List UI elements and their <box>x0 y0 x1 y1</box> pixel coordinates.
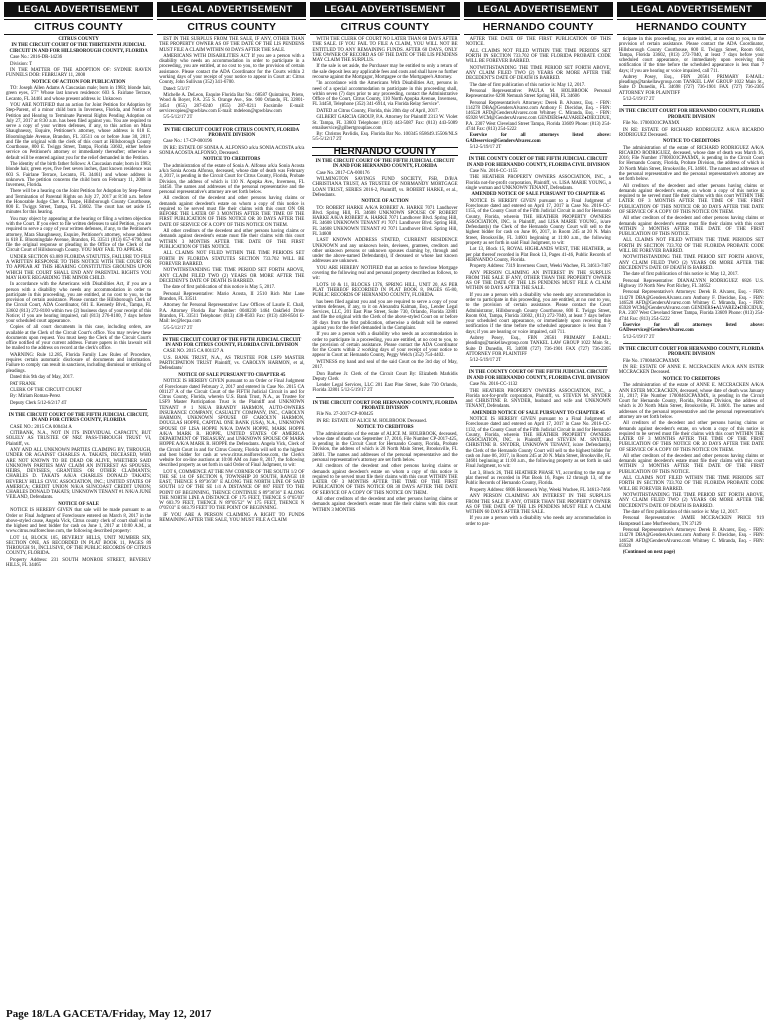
notice-heading: NOTICE OF ACTION FOR PUBLICATION <box>31 79 126 85</box>
notice-heading: IN THE CIRCUIT COURT OF THE FIFTH JUDICIAL CIRCUIT, IN AND FOR CITRUS COUNTY, FLORIDA <box>8 413 149 424</box>
notice-paragraph: IN RE: ESTATE OF SONIA A. ALFONSO a/k/a SONIA ACOSTA a/k/a SONIA ACOSTA ALFONSO, Deceased. <box>159 145 305 156</box>
notice-heading: IN THE COUNTY COURT OF THE FIFTH JUDICIAL CIRCUIT IN AND FOR HERNANDO COUNTY, FLORIDA CIVIL DIVISION <box>466 370 610 381</box>
notice-paragraph: Dated this 9th day of May, 2017. <box>10 375 74 381</box>
notice-divider <box>623 105 760 106</box>
notice-paragraph: Lot 13, Block 15, ROYAL HIGHLANDS WEST, THE HEATHER, as per plat thereof recorded in Plat Book 13, Pages 41-46, Public Records of HERNANDO County, Florida. <box>465 247 611 263</box>
column-4 <box>464 2 613 1004</box>
notice-heading: NOTICE TO CREDITORS <box>662 139 720 145</box>
county-heading: CITRUS COUNTY <box>310 19 459 35</box>
notice-paragraph: Personal Representative: DIANALYNN RODRIGUEZ 6826 U.S. Highway 19 North New Port Richey, FL 34652 <box>618 278 765 289</box>
notice-paragraph: All creditors of the decedent and other persons having claims or demands against decedent's estate on whom a copy of this notice is required to be served must file their claims with this court ON OR BEFORE THE LATER OF 3 MONTHS AFTER THE TIME OF THE FIRST PUBLICATION OF THIS NOTICE OR 30 DAYS AFTER THE DATE OF SERVICE OF A COPY OF THIS NOTICE ON THEM. <box>159 196 305 228</box>
notice-paragraph: If you are a person with a disability who needs any accommodation in order to par- <box>465 516 611 527</box>
notice-divider <box>470 366 607 367</box>
notice-paragraph: All other creditors of the decedent and other persons having claims or demands against decedent's estate must file their claims with this court WITHIN 3 MONTHS AFTER THE DATE OF THE FIRST PUBLICATION OF THIS NOTICE. <box>618 453 765 475</box>
notice-paragraph: 5/12-5/19/17 2T <box>622 334 655 340</box>
column-body <box>4 35 153 1004</box>
notice-paragraph: IN THE MATTER OF THE ADOPTION OF: SYDNIE RAVEN FUNNELS DOB: FEBRUARY 11, 2008 <box>6 68 152 79</box>
notice-heading: IN THE CIRCUIT COURT OF THE FIFTH JUDICIAL CIRCUIT IN AND FOR HERNANDO COUNTY, FLORIDA <box>315 158 455 170</box>
notice-paragraph: Personal Representative: Mario Acosta, II 2510 Rich Mar Lane Brandon, FL 33511 <box>159 291 305 302</box>
notice-paragraph: ALL CLAIMS NOT FILED WITHIN THE TIME PERIODS SET FORTH IN FLORIDA STATUTES SECTION 733.702 WILL BE FOREVER BARRED. <box>159 251 305 267</box>
notice-paragraph: Aubrey Posey, Esq., FBN 20561 PRIMARY E-MAIL: pleadings@tankellawgroup.com TANKEL LAW GROUP 1022 Main St., Suite D Dunedin, FL 34698 (727) 736-1901 FAX (727) 736-2305 ATTORNEY FOR PLAINTIFF <box>465 336 611 357</box>
notice-paragraph: IN RE: ESTATE OF RICHARD RODRIGUEZ A/K/A RICARDO RODRIGUEZ Deceased. <box>618 127 765 138</box>
notice-paragraph: If you are a person with a disability who needs an accommodation in order to participate in a proceeding, you are entitled, at no cost to you, to the provision of certain assistance. Please contact the ADA Coordinator for the Courts within 2 working days of your receipt of your notice to appear in Court at: Hernando County, Peggy Welch (352) 754-4402. <box>312 332 458 359</box>
page-footer: Page 18/LA GACETA/Friday, May 12, 2017 <box>6 1008 212 1020</box>
column-1 <box>4 2 153 1004</box>
notice-paragraph: THE HEATHER PROPERTY OWNERS ASSOCIATION, INC., a Florida not-for-profit corporation, Plaintiff, vs. LISA MARIE YOUNG, a single woman and UNKNOWN TENANT, Defendants. <box>465 175 611 191</box>
notice-paragraph: All creditors of the decedent and other persons having claims or demands against decedent's estate, on whom a copy of this notice is required to be served must file their claims with this court WITHIN THE LATER OF 3 MONTHS AFTER THE TIME OF THE FIRST PUBLICATION OF THIS NOTICE OR 30 DAYS AFTER THE DATE OF SERVICE OF A COPY OF THIS NOTICE ON THEM. <box>618 421 765 453</box>
notice-paragraph: PAT FRANK <box>10 381 36 387</box>
notice-paragraph: THE HEATHER PROPERTY OWNERS ASSOCIATION, INC., a Florida not-for-profit corporation, Plaintiff, vs. STEVEN M. SNYDER and CHRISTINE B. SNYDER, husband and wife and UNKNOWN TENANT, Defendants. <box>465 388 611 410</box>
notice-paragraph: The administration of the estate of RICHARD RODRIGUEZ A/K/A RICARDO RODRIGUEZ, deceased, whose date of death was March 16, 2016; File Number 17000301CPAXMX, is pending in the Circuit Court for Hernando County, Florida, Probate Division, the address of which is 20 North Main Street, Brooksville, FL 34601. The names and addresses of the personal representative and the personal representative's attorney are set forth below. <box>618 145 765 183</box>
notice-paragraph: has been filed against you and you are required to serve a copy of your written defenses, if any, to it on Alexandra Kalman, Esq., Lender Legal Services, LLC, 201 East Pine Street, Suite 730, Orlando, Florida 32801 and file the original with the Clerk of the above-styled Court on or before 30 days from the first publication, otherwise a default will be entered against you for the relief demanded in the Complaint. <box>312 299 458 331</box>
county-heading: HERNANDO COUNTY <box>312 147 457 156</box>
notice-heading: IN THE CIRCUIT COURT OF THE FIFTH JUDICIAL CIRCUIT IN AND FOR CITRUS COUNTY, FLORIDA CIVIL DIVISION <box>162 337 302 348</box>
notice-paragraph: The identity of the birth father follows: A Caucasian male; born in 1983; blonde hair, green eyes, five feet seven inches, (last known residence was 603 S. Fairlane Terrace, Lecanto, FL 34461) and whose address is unknown. The petition concerns the child born on February 11, 2008 in Inverness, Florida. <box>6 162 152 188</box>
notice-paragraph: NOTWITHSTANDING THE TIME PERIOD SET FORTH ABOVE, ANY CLAIM FILED TWO (2) YEARS OR MORE AFTER THE DECEDENT'S DATE OF DEATH IS BARRED. <box>159 268 305 284</box>
notice-paragraph: EST IN THE SURPLUS FROM THE SALE, IF ANY, OTHER THAN THE PROPERTY OWNER AS OF THE DATE OF THE LIS PENDENS MUST FILE A CLAIM WITHIN 60 DAYS AFTER THE SALE. <box>159 37 305 53</box>
notice-paragraph: 5/12-5/19/17 2T <box>469 145 502 151</box>
notice-paragraph: YOU ARE HEREBY NOTIFIED that an action to foreclose Mortgage covering the following real and personal property described as follows, to wit: <box>312 265 458 282</box>
notice-paragraph: Personal Representative: JAMIE MCCRACKEN PRICE 919 Hampstead Lane Murfreesboro, TN 37129 <box>618 516 765 527</box>
notice-heading: NOTICE TO CREDITORS <box>356 425 414 431</box>
notice-text-bold: (Continued on next page) <box>622 550 676 556</box>
county-heading: HERNANDO COUNTY <box>464 19 613 35</box>
notice-paragraph: CITIBANK, N.A., NOT IN ITS INDIVIDUAL CAPACITY, BUT SOLELY AS TRUSTEE OF NRZ PASS-THROUGH TRUST VI, Plaintiff, vs. <box>6 431 152 447</box>
notice-paragraph: The administration of the estate of ALICE M. HOLBROOK, deceased, whose date of death was September 17, 2016, File Number CP-2017-425, is pending in the Circuit Court for Hernando County, Florida, Probate Division, the address of which is 20 North Main Street, Brooksville, FL 34601. The names and addresses of the personal representative and the personal representative's attorney are set forth below. <box>312 431 458 463</box>
notice-heading: IN THE CIRCUIT COURT FOR HERNANDO COUNTY, FLORIDA PROBATE DIVISION <box>619 109 764 120</box>
notice-paragraph: NOTWITHSTANDING THE TIME PERIOD SET FORTH ABOVE, ANY CLAIM FILED TWO (2) YEARS OR MORE AFTER THE DECEDENT'S DATE OF DEATH IS BARRED. <box>618 255 765 271</box>
notice-heading: NOTICE OF SALE <box>58 501 99 507</box>
notice-heading: IN THE CIRCUIT COURT FOR CITRUS COUNTY, FLORIDA PROBATE DIVISION <box>164 127 300 138</box>
notice-paragraph: You may object by appearing at the hearing or filing a written objection with the Court. If you elect to file written defenses to said Petition, you are required to serve a copy of your written defenses, if any, to the Petitioner's attorney, Mara Shaughnessy, Esquire, Petitioner's attorney, whose address is 618 E. Bloomingdale Avenue, Brandon, FL 33511 (813) 657-6790, and file the original response or pleading in the Office of the Clerk of the Circuit Court of Hillsborough County. YOU MAY FAIL TO APPEAR. <box>6 216 152 254</box>
column-body <box>617 35 766 1004</box>
notice-paragraph: CASE NO. 2015 CA 001127 A <box>163 349 224 355</box>
notice-paragraph: "In accordance with the Americans With Disabilities Act, persons in need of a special accommodation to participate in this proceeding shall, within seven (7) days prior to any proceeding, contact the Administrative Office of the Court, Citrus County, 110 North Apopka Avenue, Inverness, FL 34450, Telephone (352) 341-6914, via Florida Relay Service". <box>312 81 458 108</box>
notice-paragraph: CASE NO.: 2015 CA 000434 A <box>10 424 72 430</box>
column-2 <box>157 2 306 1004</box>
notice-paragraph: The administration of the estate of Sonia A. Alfonso a/k/a Sonia Acosta a/k/a Sonia Acosta Alfonso, deceased, whose date of death was February 4, 2017, is pending in the Circuit Court for Citrus County, Florida, Probate Division, the address of which is 110 N. Apopka Ave., Inverness, FL 34450. The names and addresses of the personal representative and the personal representative's attorney are set forth below. <box>159 163 305 195</box>
notice-heading: NOTICE OF SALE PURSUANT TO CHAPTER 45 <box>178 372 286 378</box>
notice-heading: NOTICE OF ACTION <box>361 199 409 205</box>
notice-paragraph: NOTICE IS HEREBY GIVEN pursuant to an Order or Final Judgment of Foreclosure dated February 2, 2017 and entered in Case No. 2015 CA 001127 A of the Circuit Court of the FIFTH Judicial Circuit in and for Citrus County, Florida, wherein U.S. Bank Trust, N.A., as Trustee for LSF9 Master Participation Trust is the Plaintiff and UNKNOWN TENANT # 1 N/K/A BRANDY HARMON, AUTO-OWNERS INSURANCE COMPANY, CASUALTY COMPANY, INC., CAROLYN HARMON, UNKNOWN SPOUSE OF CAROLYN HARMON, DOUGLAS HOPPE, CAPITAL ONE BANK (USA), N.A., UNKNOWN SPOUSE OF LISA HOPPE N/K/A DAWN HOPPE, MARK HOPPE A/K/A MARK R. HOPPE, UNITED STATES OF AMERICA DEPARTMENT OF TREASURY, and UNKNOWN SPOUSE OF MARK HOPPE A/K/A MARK R. HOPPE the Defendants. Angela Vick, Clerk of the Circuit Court in and for Citrus County, Florida will sell to the highest and best bidder for cash at www.citrus.realforeclose.com, the Clerk's website for on-line auctions at 10:00 AM on June 8, 2017, the following described property as set forth in said Order of Final Judgment, to wit: <box>159 379 305 469</box>
notice-paragraph: 5/12-5/19/17 2T <box>469 358 502 364</box>
notice-paragraph: ALL CLAIMS NOT FILED WITHIN THE TIME PERIODS SET FORTH IN SECTION 733.702 OF THE FLORIDA PROBATE CODE WILL BE FOREVER BARRED. <box>465 48 611 65</box>
notice-paragraph: DATED at Citrus County, Florida, this 20th day of April, 2017. <box>316 108 439 114</box>
notice-paragraph: CLERK OF THE CIRCUIT COURT <box>10 387 82 393</box>
notice-paragraph: TO: ROBERT HARKE A/K/A ROBERT A. HARKE 7071 Landhover Blvd. Spring Hill, FL 34608 UNKNOWN SPOUSE OF ROBERT HARKE A/K/A ROBERT A. HARKE 7071 Landhover Blvd. Spring Hill, FL 34608 UNKNOWN TENANT #1 7071 Landhover Blvd. Spring Hill, FL 34608 UNKNOWN TENANT #2 7071 Landhover Blvd. Spring Hill, FL 34608 <box>312 205 458 237</box>
notice-paragraph: AFTER THE DATE OF THE FIRST PUBLICATION OF THIS NOTICE. <box>465 37 611 48</box>
notice-paragraph: ALL CLAIMS NOT FILED WITHIN THE TIME PERIODS SET FORTH IN SECTION 733.702 OF THE FLORIDA PROBATE CODE WILL BE FOREVER BARRED. <box>618 476 765 492</box>
notice-paragraph: ANY PERSON CLAIMING AN INTEREST IN THE SURPLUS FROM THE SALE IF ANY, OTHER THAN THE PROPERTY OWNER AS OF THE DATE OF THE LIS PENDENS MUST FILE A CLAIM WITHIN 60 DAYS AFTER THE SALE. <box>465 270 611 292</box>
notice-paragraph: Don Barbee Jr. Clerk of the Circuit Court By: Elizabeth Markidis Deputy Clerk <box>312 371 458 382</box>
notice-divider <box>163 124 300 125</box>
notice-paragraph: LAST KNOWN ADDRESS STATED, CURRENT RESIDENCE UNKNOWN and any unknown heirs, devisees, grantees, creditors and other unknown persons or unknown spouses claiming by, through and under the above-named Defendant(s), if deceased or whose last known addresses are unknown. <box>312 238 458 265</box>
notice-paragraph: LOT 14, BLOCK 105, BEVERLY HILLS, UNIT NUMBER SIX, SECTION ONE, AS RECORDED IN PLAT BOOK 11, PAGES 89 THROUGH 91, INCLUSIVE, OF THE PUBLIC RECORDS OF CITRUS COUNTY, FLORIDA. <box>6 535 152 557</box>
notice-heading: AMENDED NOTICE OF SALE PURSUANT TO CHAPTER 45 <box>471 192 605 198</box>
notice-paragraph: In accordance with the Americans with Disabilities Act, if you are a person with a disability who needs any accommodation in order to participate in this proceeding, you are entitled, at no cost to you, to the provision of certain assistance. Please contact the Hillsborough Clerk of the Circuit Court, ADA Coordinator, 601 E. Kennedy Blvd., Tampa, FL 33602 (813) 272-8100 within two (2) business days of your receipt of this Notice; if you are hearing impaired, call (813) 276-8100, 7 days before your scheduled court appearance. <box>6 282 152 324</box>
legal-advertisement-banner: LEGAL ADVERTISEMENT <box>157 2 306 17</box>
notice-paragraph: By: Christos Pavlidis, Esq. Florida Bar No. 100345 858649.15506/NLS 5/5-5/12/17 2T <box>312 132 458 143</box>
notice-paragraph: There will be a hearing on the Joint Petition for Adoption by Step-Parent and Termination of Parental Rights on July 27, 2017 at 8:30 a.m. before the Honorable Judge Chet A. Tharpe, Hillsborough County Courthouse, 800 E. Twiggs Street, Tampa, FL 33602. The court has set aside 15 minutes for this hearing. <box>6 189 152 216</box>
notice-paragraph: All other creditors of the decedent and other persons having claims or demands against decedent's estate must file their claims with this court WITHIN 3 MONTHS <box>312 497 458 513</box>
notice-paragraph: NOTWITHSTANDING THE TIME PERIOD SET FORTH ABOVE, ANY CLAIM FILED TWO (2) YEARS OR MORE AFTER THE DECEDENT'S DATE OF DEATH IS BARRED. <box>618 493 765 509</box>
notice-text-bold: Eservice for all attorneys listed above: GADeservice@GendersAlvarez.com <box>618 323 765 334</box>
county-heading: CITRUS COUNTY <box>4 19 153 35</box>
notice-paragraph: Case No. 2016-CC-1132 <box>469 382 518 388</box>
notice-paragraph: Lot 3, Block 26, THE HEATHER PHASE VI, according to the map or plat thereof as recorded in Plat Book 16, Pages 12 through 13, of the Public Records of Hernando County, Florida. <box>465 470 611 487</box>
notice-paragraph: Property Address: 6806 Horseneck Way, Weeki Wachee, FL 34613-7466 <box>469 487 611 493</box>
notice-paragraph: If the sale is set aside, the Purchaser may be entitled to only a return of the sale deposit less any applicable fees and costs and shall have no further recourse against the Mortgagor, Mortgagee or the Mortgagee's Attorney. <box>312 64 458 80</box>
county-heading: HERNANDO COUNTY <box>617 19 766 35</box>
notice-paragraph: Property Address: 7319 Inverness Court, Weeki Wachee, FL 34613-7467 <box>469 264 611 270</box>
notice-heading: IN THE CIRCUIT COURT FOR HERNANDO COUNTY, FLORIDA PROBATE DIVISION <box>312 400 458 411</box>
notice-paragraph: WILMINGTON SAVINGS FUND SOCIETY, FSB, D/B/A CHRISTIANA TRUST, AS TRUSTEE OF NORMANDY MORTGAGE LOAN TRUST, SERIES 2016-2, Plaintiff, vs. ROBERT HARKE, et al., Defendants. <box>312 177 458 198</box>
notice-paragraph: File No. 17000301CPAXMX <box>622 121 680 127</box>
legal-advertisement-banner: LEGAL ADVERTISEMENT <box>617 2 766 17</box>
column-body <box>157 35 306 1004</box>
notice-paragraph: Case No. 2016-CC-1155 <box>469 169 518 174</box>
notice-paragraph: NOTWITHSTANDING THE TIME PERIOD SET FORTH ABOVE, ANY CLAIM FILED TWO (2) YEARS OR MORE AFTER THE DECEDENT'S DATE OF DEATH IS BARRED. <box>465 65 611 82</box>
notice-paragraph: Case No.: 2016-DR-14236 <box>10 55 63 61</box>
notice-paragraph: LOT 6, COMMENCE AT THE NW CORNER OF THE SOUTH 1/2 OF THE SE 1/4 OF SECTION 6, TOWNSHIP 20 SOUTH, RANGE 18 EAST, THENCE S 89°36'36" E ALONG THE NORTH LINE OF SAID SOUTH 1/2 OF THE SE 1/4 A DISTANCE OF 887 FEET TO THE POINT OF BEGINNING, THENCE CONTINUE S 89°36'36" E ALONG THE NORTH LINE A DISTANCE OF 175 FEET, THENCE S 0°05'03" W 603.79 FEET, THENCE N 89°05'52" W 175 FEET, THENCE N 0°05'03" E 603.79 FEET TO THE POINT OF BEGINNING. <box>159 469 305 512</box>
notice-paragraph: WITNESS my hand and seal of the said Court on the 3rd day of May, 2017. <box>312 359 458 371</box>
notice-paragraph: Aubrey Posey, Esq., FBN 20561 PRIMARY E-MAIL: pleadings@tankellawgroup.com TANKEL LAW GROUP 1022 Main St., Suite D Dunedin, FL 34698 (727) 736-1901 FAX (727) 736-2305 ATTORNEY FOR PLAINTIFF <box>618 74 765 96</box>
notice-heading: IN THE COUNTY COURT OF THE FIFTH JUDICIAL CIRCUIT IN AND FOR HERNANDO COUNTY, FLORIDA CIVIL DIVISION <box>466 157 610 168</box>
notice-heading: NOTICE TO CREDITORS <box>203 157 261 163</box>
notice-divider <box>470 153 607 154</box>
notice-heading: CITRUS COUNTY <box>58 37 99 42</box>
notice-divider <box>316 397 453 398</box>
notice-paragraph: Dated: 5/3/17 <box>163 86 190 92</box>
notice-paragraph: The administration of the estate of ANNE E. MCCRACKEN A/K/A ANN ESTER MCCRACKEN, deceased, whose date of death was January 31, 2017; File Number 17000462CPAXMX, is pending in the Circuit Court for Hernando County, Florida, Probate Division, the address of which is 20 North Main Street, Brooksville, FL 34601. The names and addresses of the personal representative and the personal representative's attorney are set forth below. <box>618 383 765 420</box>
notice-paragraph: TO: Joseph Allen Adams A Caucasian male; born in 1983; blonde hair, green eyes, 5'7" Whose last known residence: 603 S. Fairlane Terrace, Lecanto, FL 34461 and whose present address is: Unknown <box>6 86 152 102</box>
newspaper-page <box>4 2 766 1004</box>
legal-advertisement-banner: LEGAL ADVERTISEMENT <box>310 2 459 17</box>
notice-paragraph: Division: T <box>10 61 33 67</box>
notice-paragraph: Property Address: 231 SOUTH MONROE STREET, BEVERLY HILLS, FL 34465 <box>6 557 152 569</box>
notice-paragraph: The date of first publication of this notice is May 5, 2017. <box>163 285 276 291</box>
notice-paragraph: U.S. BANK TRUST, N.A., AS TRUSTEE FOR LSF9 MASTER PARTICIPATION TRUST Plaintiff, vs. CAROLYN HARMON, et al, Defendants/ <box>159 355 305 372</box>
notice-paragraph: ANY PERSON CLAIMING AN INTEREST IN THE SURPLUS FROM THE SALE IF ANY, OTHER THAN THE PROPERTY OWNER AS OF THE DATE OF THE LIS PENDENS MUST FILE A CLAIM WITHIN 60 DAYS AFTER THE SALE. <box>465 494 611 515</box>
notice-paragraph: Lender Legal Services, LLC 201 East Pine Street, Suite 730 Orlando, Florida 32801 5/12-5/19/17 2T <box>312 383 458 394</box>
notice-paragraph: ALL CLAIMS NOT FILED WITHIN THE TIME PERIODS SET FORTH IN SECTION 733.702 OF THE FLORIDA PROBATE CODE WILL BE FOREVER BARRED. <box>618 238 765 254</box>
notice-paragraph: NOTICE IS HEREBY GIVEN that sale will be made pursuant to an Order or Final Judgment of Foreclosure entered on March 8, 2017 in the above-styled cause, Angela Vick, Citrus county clerk of court shall sell to the highest and best bidder for cash on June 1, 2017 at 10:00 A.M., at www.citrus.realforeclose.com, the following described property: <box>6 508 152 535</box>
notice-paragraph: 5/5-5/12/17 2T <box>163 115 193 121</box>
notice-paragraph: File No. 17000462CPAXMX <box>622 358 680 364</box>
column-body <box>464 35 613 1004</box>
notice-paragraph: All other creditors of the decedent and other persons having claims or demands against decedent's estate must file their claims with this court WITHIN 3 MONTHS AFTER THE DATE OF THE FIRST PUBLICATION OF THIS NOTICE. <box>618 216 765 237</box>
notice-paragraph: Personal Representative: PAULA M. HOLBROOK Personal Representative 6298 Nemnah Street Spring Hill, FL 34606 <box>465 89 611 100</box>
notice-paragraph: The date of first publication of this notice is: May 12, 2017. <box>622 272 739 278</box>
notice-paragraph: GILBERT GARCIA GROUP, P.A. Attorney for Plaintiff 2313 W. Violet St. Tampa, FL 33603 Telephone: (813) 443-5087 Fax: (813) 443-5089 emailservice@gilbertgrouplaw.com <box>312 115 458 131</box>
notice-paragraph: Michelle A. DeLeon, Esquire Florida Bar No.: 68587 Quintairos, Prieto, Wood & Boyer, P.A. 255 S. Orange Ave., Ste. 900 Orlando, FL 32801-3454 (855) 287-0240 (855) 287-0211 Facsimile E-mail: servicecopies@qpwblaw.com E-mail: mdeleon@qpwblaw.com <box>159 93 305 114</box>
notice-paragraph: Copies of all court documents in this case, including orders, are available at the Clerk of the Circuit Court's office. You may review these documents upon request. You must keep the Clerk of the Circuit Court's office notified of your current address. Future papers in this lawsuit will be mailed to the address on record at the clerk's office. <box>6 325 152 352</box>
notice-heading: IN THE CIRCUIT COURT FOR HERNANDO COUNTY, FLORIDA PROBATE DIVISION <box>619 347 764 358</box>
notice-paragraph: The date of first publication of this notice is: May 12, 2017. <box>622 510 739 515</box>
notice-paragraph: YOU ARE NOTIFIED that an action for Joint Petition for Adoption by Step-Parent, of a minor child born in Inverness, Florida, and Notice of Petition and Hearing to Terminate Parental Rights Pending Adoption on July 27, 2017 at 8:30 a.m. has been filed against you. You are required to serve a copy of your written defenses, if any, to this action on Mara Shaughnessy, Esquire, Petitioner's attorney, whose address is 618 E. Bloomingdale Avenue, Brandon, FL 33511 on or before June 30, 2017, and file the original with the clerk of this court at Hillsborough County Courthouse, 800 E. Twiggs Street, Tampa, Florida 33602, either before service on Petitioner's attorney or immediately thereafter; otherwise a default will be entered against you for the relief demanded in the Petition. <box>6 103 152 161</box>
column-3 <box>310 2 459 1004</box>
notice-paragraph: NOTICE IS HEREBY GIVEN pursuant to a Final Judgment of Foreclosure dated and entered on April 17, 2017 in Case No. 2016-CC-1155, of the County Court of the Fifth Judicial Circuit in and for Hernando County, Florida, wherein THE HEATHER PROPERTY OWNERS ASSOCIATION, INC. is Plaintiff, and LISA MARIE YOUNG, is/are Defendant(s) the Clerk of the Hernando County Court will sell to the highest bidder for cash on June 06, 2017, in Room 245 at 20 N. Main Street, Brooksville, FL 34601 beginning at 11:00 a.m., the following property as set forth in said Final Judgment, to wit: <box>465 198 611 246</box>
notice-paragraph: UNDER SECTION 63.089 FLORIDA STATUTES, FAILURE TO FILE A WRITTEN RESPONSE TO THIS NOTICE WITH THE COURT OR TO APPEAR AT THIS HEARING CONSTITUTES GROUNDS UPON WHICH THE COURT SHALL END ANY PARENTAL RIGHTS YOU MAY HAVE REGARDING THE MINOR CHILD. <box>6 254 152 281</box>
notice-paragraph: All creditors of the decedent and other persons having claims or demands against decedent's estate, on whom a copy of this notice is required to be served must file their claims with this court WITHIN THE LATER OF 3 MONTHS AFTER THE TIME OF THE FIRST PUBLICATION OF THIS NOTICE OR 30 DAYS AFTER THE DATE OF SERVICE OF A COPY OF THIS NOTICE ON THEM. <box>618 183 765 215</box>
notice-paragraph: Deputy Clerk 5/12-6/2/17 4T <box>10 400 67 406</box>
notice-paragraph: IN RE: ESTATE OF ALICE M. HOLBROOK Deceased. <box>316 418 428 424</box>
notice-paragraph: All other creditors of the decedent and other persons having claims or demands against decedent's estate must file their claims with this court WITHIN 3 MONTHS AFTER THE DATE OF THE FIRST PUBLICATION OF THIS NOTICE. <box>159 229 305 250</box>
notice-paragraph: Personal Representative's Attorneys: Derek B. Alvarez, Esq. - FBN: 114278 DBA@GendersAlvarez.com Anthony F. Diecidue, Esq. - FBN: 146528 AFD@GendersAlvarez.com Whitney C. Miranda, Esq. - FBN: 65928 WCM@GendersAlvarez.com GENDERS♦ALVAREZ♦DIECIDUE, P.A. 2307 West Cleveland Street Tampa, Florida 33609 Phone: (813) 254-4744 Fax: (813) 254-5222 <box>465 100 611 132</box>
notice-paragraph: AMERICANS WITH DISABILITIES ACT If you are a person with a disability who needs an accommodation in order to participate in a proceeding, you are entitled, at no cost to you, to the provision of certain assistance. Please contact the ADA Coordinator for the Courts within 2 working days of your receipt of your notice to appear in Court at: Citrus County, John Sullivan (352) 341-6700. <box>159 53 305 86</box>
notice-paragraph: IN RE: ESTATE OF ANNE E. MCCRACKEN A/K/A ANN ESTER MCCRACKEN Deceased. <box>618 365 765 376</box>
notice-paragraph: If you are a person with a disability who needs any accommodation in order to participate in this proceeding, you are entitled, at no cost to you, to the provision of certain assistance. Please contact the Court Administrator, Hillsborough County Courthouse, 800 E. Twiggs Street, Room 604, Tampa, Florida 33602, (813) 272-7040, at least 7 days before your scheduled court appearance, or immediately upon receiving this notification if the time before the scheduled appearance is less than 7 days; if you are hearing or voice impaired, call 711. <box>465 292 611 335</box>
notice-paragraph: Attorney for Personal Representative: Law Offices of Laurie E. Chall, P.A. Attorney Florida Bar Number: 0040230 1464 Oakfield Drive Brandon, FL 33511 Telephone: (813) 438-8503 Fax: (813) 438-8504 E-Mail: lec@lecpa.com <box>159 303 305 325</box>
notice-divider <box>163 334 300 335</box>
notice-paragraph: Case No.: 17-CP-000196 <box>163 139 213 145</box>
column-5 <box>617 2 766 1004</box>
column-body <box>310 35 459 1004</box>
notice-paragraph: ticipate in this proceeding, you are entitled, at no cost to you, to the provision of certain assistance. Please contact the ADA Coordinator, Hillsborough County Courthouse, 800 E. Twiggs Street, Room 604, Tampa, Florida 33602, (813) 272-7040, at least 7 days before your scheduled court appearance, or immediately upon receiving this notification if the time before the scheduled appearance is less than 7 days; if you are hearing or voice impaired, call 711. <box>618 37 765 74</box>
notice-paragraph: File No. 27-2017-CP-000425 <box>316 412 374 418</box>
notice-paragraph: 5/12-5/19/17 2T <box>622 97 655 103</box>
notice-text-bold: Eservice for all attorneys listed above: GADeservice@GendersAlvarez.com <box>465 133 611 144</box>
notice-paragraph: Personal Representative's Attorneys: Derek B. Alvarez, Esq. - FBN: 114278 DBA@GendersAlvarez.com Anthony F. Diecidue, Esq. - FBN: 146528 AFD@GendersAlvarez.com Whitney C. Miranda, Esq. - FBN: 65928 WCM@GendersAlvarez.com GENDERS♦ALVAREZ♦DIECIDUE, P.A. 2307 West Cleveland Street Tampa, Florida 33609 Phone: (813) 254-4744 Fax: (813) 254-5222 <box>618 290 765 322</box>
county-heading: CITRUS COUNTY <box>157 19 306 35</box>
notice-paragraph: WARNING: Rule 12.285, Florida Family Law Rules of Procedure, requires certain automatic disclosure of documents and information. Failure to comply can result in sanctions, including dismissal or striking of pleadings. <box>6 352 152 374</box>
notice-paragraph: Personal Representative's Attorneys: Derek B. Alvarez, Esq. - FBN: 114278 DBA@GendersAlvarez.com Anthony F. Diecidue, Esq. - FBN: 146528 AFD@GendersAlvarez.com Whitney C. Miranda, Esq. - FBN: 65928 <box>618 528 765 549</box>
notice-heading: AMENDED NOTICE OF SALE PURSUANT TO CHAPTER 45 <box>471 410 605 416</box>
legal-advertisement-banner: LEGAL ADVERTISEMENT <box>464 2 613 17</box>
notice-heading: IN THE CIRCUIT COURT OF THE THIRTEENTH JUDICIAL CIRCUIT IN AND FOR HILLSBOROUGH COUNTY, FLORIDA <box>9 43 148 54</box>
notice-paragraph: The date of first publication of this notice is: May 12, 2017. <box>469 82 586 88</box>
legal-advertisement-banner: LEGAL ADVERTISEMENT <box>4 2 153 17</box>
notice-paragraph: IF YOU ARE A PERSON CLAIMING A RIGHT TO FUNDS REMAINING AFTER THE SALE, YOU MUST FILE A CLAIM <box>159 512 305 524</box>
notice-paragraph: All creditors of the decedent and other persons having claims or demands against decedent's estate on whom a copy of this notice is required to be served must file their claims with this court WITHIN THE LATER OF 3 MONTHS AFTER THE TIME OF THE FIRST PUBLICATION OF THIS NOTICE OR 30 DAYS AFTER THE DATE OF SERVICE OF A COPY OF THIS NOTICE ON THEM. <box>312 464 458 496</box>
notice-paragraph: WITH THE CLERK OF COURT NO LATER THAN 60 DAYS AFTER THE SALE. IF YOU FAIL TO FILE A CLAIM, YOU WILL NOT BE ENTITLED TO ANY REMAINING FUNDS. AFTER 60 DAYS, ONLY THE OWNER OF RECORD AS OF THE DATE OF THE LIS PENDENS MAY CLAIM THE SURPLUS. <box>312 37 458 63</box>
notice-paragraph: By: Miriam Roman-Perez <box>10 394 61 400</box>
notice-divider <box>10 409 147 410</box>
notice-paragraph: NOTICE IS HEREBY GIVEN pursuant to a Final Judgment of Foreclosure dated and entered on April 17, 2017 in Case No. 2016-CC-1132, of the County Court of the Fifth Judicial Circuit in and for Hernando County, Florida, wherein THE HEATHER PROPERTY OWNERS ASSOCIATION, INC. is Plaintiff, and STEVEN M. SNYDER, CHRISTINE B. SNYDER, UNKNOWN TENANT, is/are Defendant(s) the Clerk of the Hernando County Court will sell to the highest bidder for cash on June 06, 2017, in Room 245 at 20 N. Main Street, Brooksville, FL 34601 beginning at 11:00 a.m., the following property as set forth in said Final Judgment, to wit: <box>465 417 611 470</box>
notice-paragraph: LOTS 10 & 11, BLOCKS 1376, SPRING HILL, UNIT 20, AS PER PLAT THEREOF RECORDED IN PLAT BOOK 8, PAGES 65-80, PUBLIC RECORDS OF HERNANDO COUNTY, FLORIDA. <box>312 282 458 299</box>
notice-paragraph: 5/5-5/12/17 2T <box>163 325 193 331</box>
notice-heading: NOTICE TO CREDITORS <box>662 376 720 382</box>
notice-paragraph: ANY AND ALL UNKNOWN PARTIES CLAIMING BY, THROUGH, UNDER OR AGAINST CHARLES A. TAKATS, DECEASED, WHO ARE NOT KNOWN TO BE DEAD OR ALIVE, WHETHER SAID UNKNOWN PARTIES MAY CLAIM AN INTEREST AS SPOUSES, HEIRS, DEVISEES, GRANTEES OR OTHER CLAIMANTS; CHARLES D. TAKATS A/K/A CHARLES DONALD TAKATS; BEVERLY HILLS CIVIC ASSOCIATION, INC.; UNITED STATES OF AMERICA; CREDIT UNION N/K/A SUNCOAST CREDIT UNION; CHARLES DONALD TAKATS; UNKNOWN TENANT #1 N/K/A JUNE VEILAND, Defendants. <box>6 448 152 501</box>
notice-paragraph: Case No. 2017-CA-000176 <box>316 170 370 176</box>
notice-divider <box>623 343 760 344</box>
